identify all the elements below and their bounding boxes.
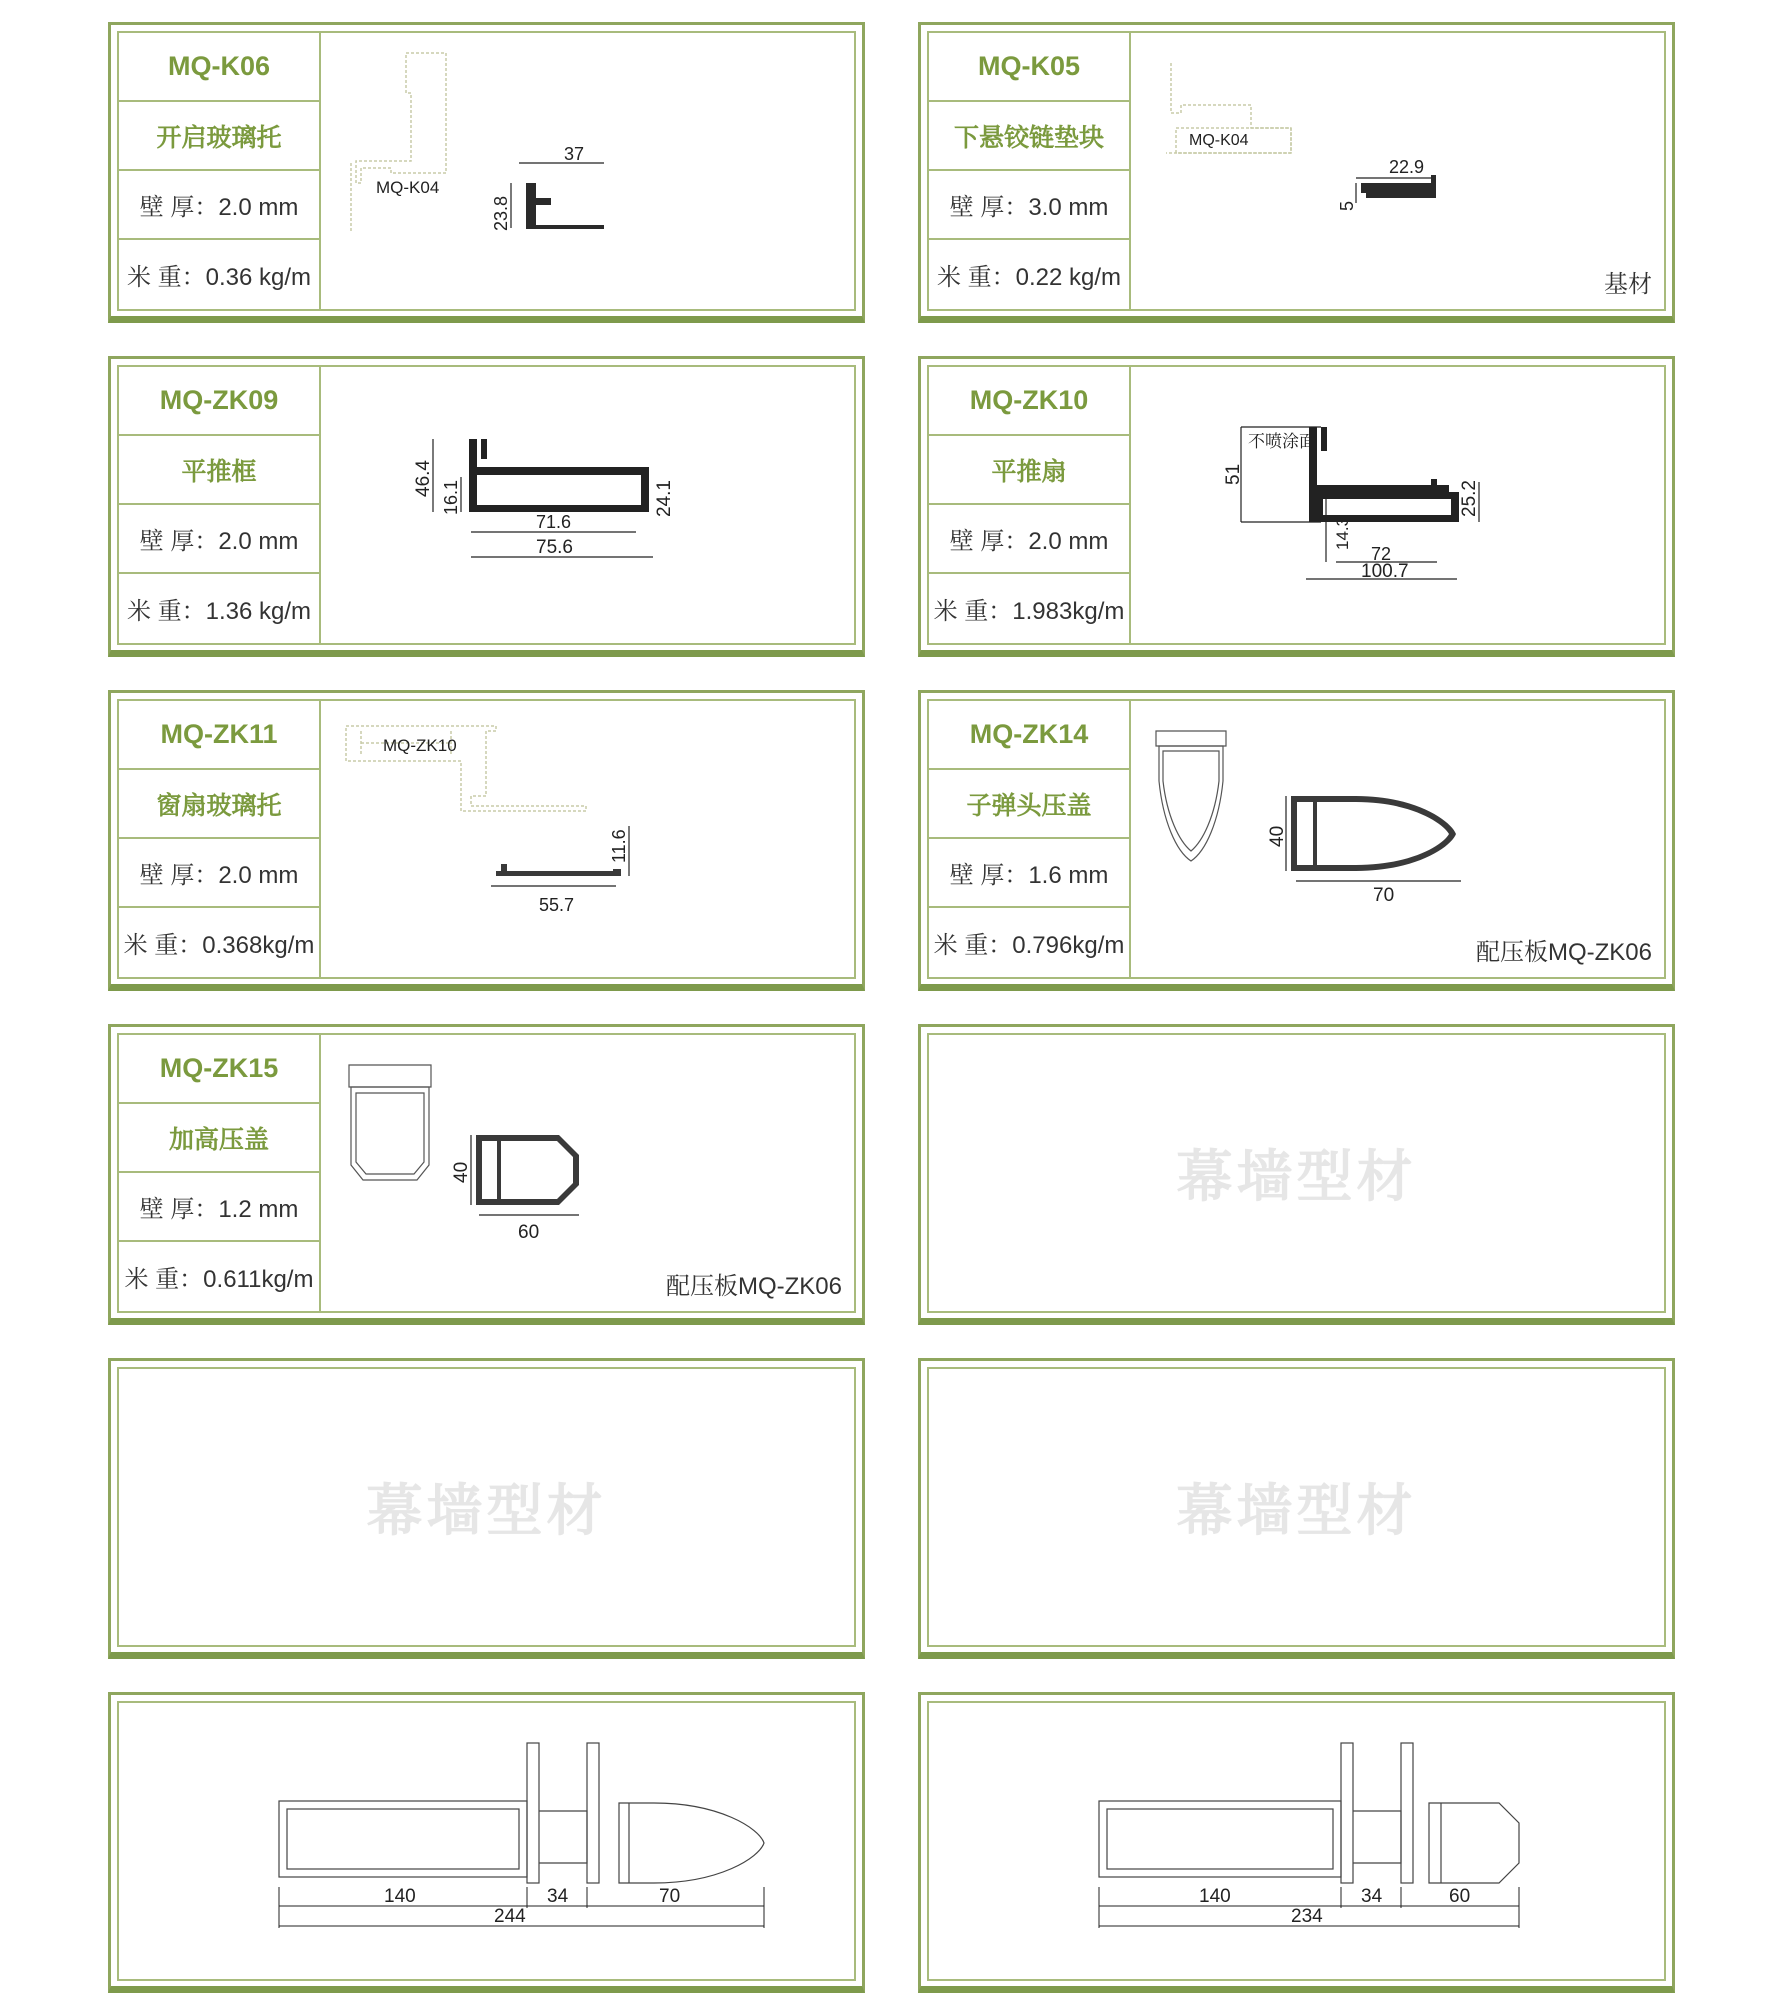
meter-weight: 米 重：0.796kg/m [933,932,1125,959]
dim-width: 37 [564,144,585,164]
dim-connector: 34 [547,1886,569,1907]
spec-column [119,33,321,309]
meter-weight: 米 重：0.22 kg/m [936,264,1122,291]
assembly-card-bullet-cover [108,1692,865,1993]
dim-height: 40 [451,1161,472,1183]
reference-profile-outline [1156,731,1226,861]
dim-mullion: 140 [1199,1886,1231,1907]
meter-weight: 米 重：0.36 kg/m [126,264,312,291]
glass-right [587,1743,599,1883]
dim-height: 46.4 [413,460,434,497]
profile-section [496,864,621,876]
dim-width: 100.7 [1361,561,1409,582]
profile-drawing [321,367,854,643]
product-name: 开启玻璃托 [119,102,319,171]
watermark: 幕墙型材 [1176,1479,1417,1542]
card-frame [927,1033,1666,1313]
dim-side-height: 25.2 [1459,480,1480,517]
dim-height: 51 [1223,463,1244,485]
pairing-note: 配压板MQ-ZK06 [1475,939,1652,966]
meter-weight: 米 重：1.36 kg/m [126,598,312,625]
product-card-mq-zk15 [108,1024,865,1325]
dim-inner-width: 72 [1371,544,1392,564]
spec-column [119,701,321,977]
product-code: MQ-K05 [929,33,1129,102]
profile-web [497,1138,501,1202]
reference-profile-outline [351,53,446,233]
watermark: 幕墙型材 [366,1479,607,1542]
mullion-inner [287,1809,519,1869]
dim-total: 244 [494,1906,526,1927]
profile-lip [481,439,487,459]
connector [539,1811,587,1863]
card-frame [927,1701,1666,1981]
meter-weight: 米 重：0.368kg/m [123,932,315,959]
spec-column [929,701,1131,977]
dim-inner-height: 14.3 [1333,516,1352,550]
dim-side-height: 24.1 [654,480,675,517]
dimension-lines [511,163,604,228]
profile-drawing [1131,367,1664,643]
product-name: 平推框 [119,436,319,505]
card-frame [927,31,1666,311]
dim-width: 70 [1373,885,1395,906]
card-frame [117,365,856,645]
assembly-drawing [929,1703,1670,1987]
dim-width: 55.7 [539,895,575,915]
dim-height: 11.6 [609,829,629,863]
product-card-mq-zk10 [918,356,1675,657]
profile-drawing [1131,33,1664,309]
product-card-mq-k06 [108,22,865,323]
product-card-mq-k05 [918,22,1675,323]
connector [1353,1811,1401,1863]
dim-inner-height: 16.1 [441,479,461,515]
card-frame [927,365,1666,645]
card-frame [927,699,1666,979]
reference-label: MQ-K04 [1189,132,1249,149]
wall-thickness: 壁 厚：2.0 mm [119,839,319,908]
profile-section [469,439,649,512]
product-code: MQ-ZK11 [119,701,319,770]
raised-cover-profile [1429,1803,1519,1883]
spec-column [929,33,1131,309]
wall-thickness: 壁 厚：2.0 mm [119,505,319,574]
product-code: MQ-ZK10 [929,367,1129,436]
mullion-box [279,1801,527,1877]
card-frame [927,1367,1666,1647]
mullion-box [1099,1801,1341,1877]
dim-total: 234 [1291,1906,1323,1927]
glass-left [1341,1743,1353,1883]
product-code: MQ-ZK09 [119,367,319,436]
meter-weight: 米 重：0.611kg/m [124,1266,314,1293]
product-card-mq-zk14 [918,690,1675,991]
product-code: MQ-ZK15 [119,1035,319,1104]
uncoated-surface-label: 不喷涂面 [1248,432,1316,451]
product-code: MQ-ZK14 [929,701,1129,770]
dim-height: 5 [1337,200,1357,211]
product-name: 平推扇 [929,436,1129,505]
profile-drawing [321,33,854,309]
spec-column [119,367,321,643]
wall-thickness: 壁 厚：2.0 mm [119,171,319,240]
profile-drawing [321,701,854,977]
card-frame [117,1367,856,1647]
product-code: MQ-K06 [119,33,319,102]
watermark: 幕墙型材 [1176,1145,1417,1208]
dim-inner-width: 71.6 [536,512,572,532]
card-frame [117,1033,856,1313]
product-name: 子弹头压盖 [929,770,1129,839]
reference-profile-outline [349,1065,431,1180]
dim-cover: 60 [1449,1886,1471,1907]
product-card-mq-zk11 [108,690,865,991]
bullet-cover-profile [619,1803,764,1883]
glass-right [1401,1743,1413,1883]
dim-width: 22.9 [1389,157,1425,177]
profile-section [526,183,604,229]
spec-column [119,1035,321,1311]
reference-label: MQ-K04 [376,178,440,197]
assembly-drawing [119,1703,860,1987]
dim-width: 60 [518,1222,540,1243]
wall-thickness: 壁 厚：1.6 mm [929,839,1129,908]
placeholder-card [918,1358,1675,1659]
wall-thickness: 壁 厚：1.2 mm [119,1173,319,1242]
card-frame [117,699,856,979]
profile-drawing [321,1035,854,1311]
profile-lip [1321,427,1327,451]
meter-weight: 米 重：1.983kg/m [933,598,1125,625]
placeholder-card [918,1024,1675,1325]
material-note: 基材 [1604,271,1652,298]
pairing-note: 配压板MQ-ZK06 [665,1273,842,1300]
reference-profile-outline [346,726,586,811]
product-card-mq-zk09 [108,356,865,657]
product-name: 下悬铰链垫块 [929,102,1129,171]
product-name: 窗扇玻璃托 [119,770,319,839]
spec-column [929,367,1131,643]
product-name: 加高压盖 [119,1104,319,1173]
dim-mullion: 140 [384,1886,416,1907]
wall-thickness: 壁 厚：2.0 mm [929,505,1129,574]
assembly-card-raised-cover [918,1692,1675,1993]
reference-label: MQ-ZK10 [383,736,457,755]
card-frame [117,1701,856,1981]
dim-height: 40 [1267,825,1288,847]
dim-height: 23.8 [491,195,511,231]
glass-left [527,1743,539,1883]
dim-width: 75.6 [536,537,573,558]
profile-drawing [1131,701,1664,977]
card-frame [117,31,856,311]
profile-section [476,1135,579,1205]
wall-thickness: 壁 厚：3.0 mm [929,171,1129,240]
placeholder-card [108,1358,865,1659]
profile-section [1309,427,1459,522]
dim-cover: 70 [659,1886,681,1907]
profile-web [1313,799,1317,869]
dim-connector: 34 [1361,1886,1383,1907]
mullion-inner [1107,1809,1333,1869]
